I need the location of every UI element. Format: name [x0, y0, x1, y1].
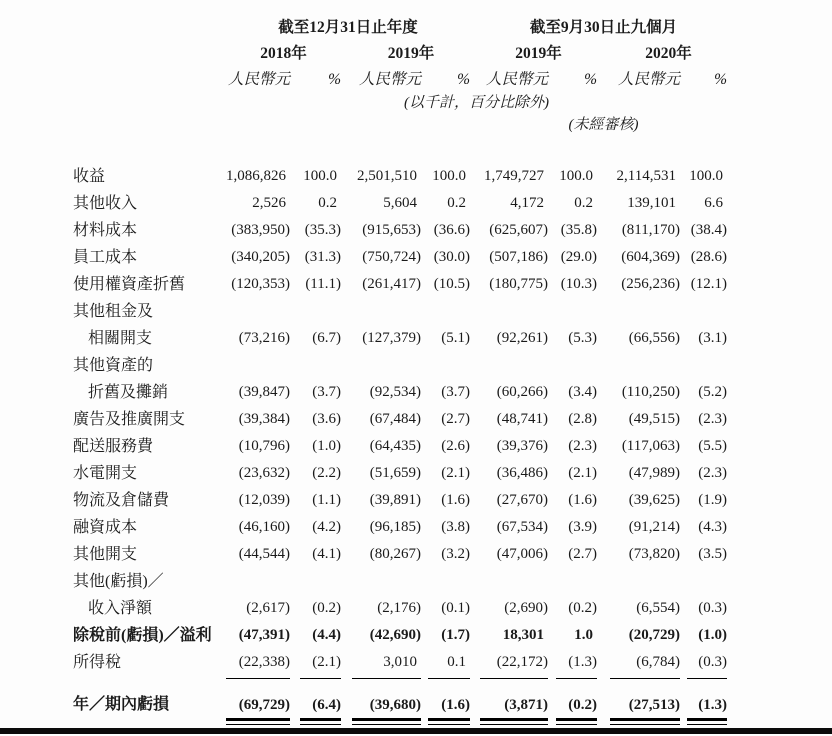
- table-cell: (39,384): [238, 411, 290, 427]
- table-cell: 100.0: [432, 168, 466, 184]
- table-cell: (6.7): [312, 330, 341, 346]
- table-cell: 1.0: [574, 627, 593, 643]
- table-cell: (22,338): [226, 649, 290, 676]
- table-cell: (0.2): [312, 600, 341, 616]
- table-cell: (2.6): [441, 438, 470, 454]
- table-row: [73, 163, 832, 190]
- table-cell: (39,625): [628, 492, 680, 508]
- table-cell: (2.1): [300, 649, 341, 676]
- table-cell: (0.2): [568, 600, 597, 616]
- table-cell: (39,891): [369, 492, 421, 508]
- percent-label: %: [584, 71, 597, 88]
- row-label: 其他(虧損)／: [73, 573, 164, 590]
- table-cell: (67,534): [496, 519, 548, 535]
- row-label: 除稅前(虧損)／溢利: [73, 627, 212, 644]
- table-row: [73, 595, 832, 622]
- table-cell: (110,250): [621, 384, 680, 400]
- table-row: [73, 298, 832, 325]
- year-header-row: [73, 41, 832, 67]
- table-cell: (39,847): [238, 384, 290, 400]
- table-cell: (3.6): [312, 411, 341, 427]
- table-cell: 5,604: [383, 195, 417, 211]
- table-cell: (3.1): [698, 330, 727, 346]
- table-cell: (6,554): [636, 600, 680, 616]
- percent-label: %: [457, 71, 470, 88]
- table-cell: 0.2: [318, 195, 337, 211]
- table-cell: (10.5): [433, 276, 470, 292]
- table-cell: (256,236): [621, 276, 680, 292]
- table-row: [73, 406, 832, 433]
- table-cell: (64,435): [369, 438, 421, 454]
- table-cell: (29.0): [560, 249, 597, 265]
- table-cell: (66,556): [628, 330, 680, 346]
- table-row: [73, 190, 832, 217]
- row-label: 其他租金及: [73, 303, 154, 320]
- table-cell: (1.0): [312, 438, 341, 454]
- row-label: 收益: [73, 168, 106, 185]
- table-cell: (180,775): [489, 276, 548, 292]
- table-cell: (1.6): [428, 696, 470, 714]
- table-cell: (4.1): [312, 546, 341, 562]
- table-cell: 18,301: [502, 627, 544, 643]
- table-cell: (46,160): [238, 519, 290, 535]
- table-cell: (35.3): [304, 222, 341, 238]
- table-cell: (5.3): [568, 330, 597, 346]
- percent-label: %: [714, 71, 727, 88]
- table-cell: 1,086,826: [226, 168, 286, 184]
- currency-label: 人民幣元: [485, 71, 548, 88]
- table-cell: (0.1): [441, 600, 470, 616]
- table-row: [73, 541, 832, 568]
- period-header-annual: 截至12月31日止年度: [278, 19, 418, 36]
- table-cell: (4.4): [312, 627, 341, 643]
- table-cell: (2,176): [377, 600, 421, 616]
- table-cell: 3,010: [352, 649, 421, 676]
- units-note: (以千計，百分比除外): [404, 95, 549, 111]
- table-cell: (3.8): [441, 519, 470, 535]
- table-cell: (0.3): [687, 649, 727, 676]
- table-cell: (39,376): [496, 438, 548, 454]
- table-cell: (23,632): [238, 465, 290, 481]
- row-label: 水電開支: [73, 465, 138, 482]
- units-note-row: [73, 93, 832, 113]
- row-label: 相關開支: [88, 330, 153, 347]
- table-row: [73, 379, 832, 406]
- table-cell: (604,369): [621, 249, 680, 265]
- table-cell: (1.3): [556, 649, 597, 676]
- row-label: 其他開支: [73, 546, 138, 563]
- table-row: [73, 514, 832, 541]
- table-cell: (4.2): [312, 519, 341, 535]
- table-cell: (3.5): [698, 546, 727, 562]
- table-cell: 139,101: [627, 195, 676, 211]
- unaudited-note: (未經審核): [568, 117, 639, 133]
- row-label: 其他收入: [73, 195, 138, 212]
- row-label: 其他資產的: [73, 357, 154, 374]
- table-cell: (117,063): [621, 438, 680, 454]
- table-row: [73, 271, 832, 298]
- table-cell: (30.0): [433, 249, 470, 265]
- table-cell: (1.0): [698, 627, 727, 643]
- table-cell: (3.7): [441, 384, 470, 400]
- row-label: 收入淨額: [88, 600, 153, 617]
- table-cell: (35.8): [560, 222, 597, 238]
- table-cell: (3.9): [568, 519, 597, 535]
- table-cell: (2,617): [246, 600, 290, 616]
- table-cell: (20,729): [628, 627, 680, 643]
- table-row: [73, 568, 832, 595]
- table-cell: (3.4): [568, 384, 597, 400]
- year-header-2020-interim: 2020年: [645, 45, 692, 62]
- table-cell: (340,205): [231, 249, 290, 265]
- table-cell: (507,186): [489, 249, 548, 265]
- table-cell: (49,515): [628, 411, 680, 427]
- table-cell: (36.6): [433, 222, 470, 238]
- currency-header-row: [73, 67, 832, 93]
- table-cell: (2.1): [441, 465, 470, 481]
- table-cell: (6,784): [610, 649, 680, 676]
- table-cell: 100.0: [559, 168, 593, 184]
- table-cell: (73,820): [628, 546, 680, 562]
- row-label: 材料成本: [73, 222, 138, 239]
- year-header-2018: 2018年: [260, 45, 307, 62]
- table-cell: 0.1: [428, 649, 470, 676]
- table-cell: (60,266): [496, 384, 548, 400]
- table-cell: (10.3): [560, 276, 597, 292]
- period-group-row: [73, 14, 832, 41]
- table-cell: (1.1): [312, 492, 341, 508]
- table-cell: (42,690): [369, 627, 421, 643]
- table-cell: (47,006): [496, 546, 548, 562]
- table-cell: (12.1): [690, 276, 727, 292]
- table-cell: (120,353): [231, 276, 290, 292]
- table-cell: (811,170): [621, 222, 680, 238]
- table-cell: (12,039): [238, 492, 290, 508]
- row-label: 融資成本: [73, 519, 138, 536]
- table-cell: (2.3): [698, 465, 727, 481]
- table-cell: (2.3): [698, 411, 727, 427]
- table-cell: (27,670): [496, 492, 548, 508]
- row-label: 折舊及攤銷: [88, 384, 169, 401]
- period-header-interim: 截至9月30日止九個月: [529, 19, 678, 36]
- table-cell: 1,749,727: [484, 168, 544, 184]
- table-cell: (1.3): [687, 696, 727, 714]
- table-cell: (69,729): [226, 696, 290, 714]
- table-cell: (27,513): [610, 696, 680, 714]
- table-cell: (38.4): [690, 222, 727, 238]
- table-cell: (47,391): [238, 627, 290, 643]
- table-cell: (44,544): [238, 546, 290, 562]
- table-cell: (96,185): [369, 519, 421, 535]
- table-cell: (92,261): [496, 330, 548, 346]
- table-cell: (1.7): [441, 627, 470, 643]
- table-cell: (2,690): [504, 600, 548, 616]
- row-label: 廣告及推廣開支: [73, 411, 186, 428]
- table-cell: 2,526: [252, 195, 286, 211]
- table-cell: (5.5): [698, 438, 727, 454]
- table-row: [73, 487, 832, 514]
- table-cell: (915,653): [362, 222, 421, 238]
- table-cell: (3,871): [480, 696, 548, 714]
- table-cell: (2.1): [568, 465, 597, 481]
- row-label: 年／期內虧損: [73, 696, 170, 713]
- table-cell: (51,659): [369, 465, 421, 481]
- table-row: [73, 325, 832, 352]
- row-label: 物流及倉儲費: [73, 492, 170, 509]
- table-cell: (36,486): [496, 465, 548, 481]
- table-row: [73, 460, 832, 487]
- income-statement-table: [73, 163, 832, 714]
- table-cell: (67,484): [369, 411, 421, 427]
- table-cell: (28.6): [690, 249, 727, 265]
- table-cell: (127,379): [362, 330, 421, 346]
- table-cell: (0.3): [698, 600, 727, 616]
- table-cell: (10,796): [238, 438, 290, 454]
- table-cell: (1.9): [698, 492, 727, 508]
- table-row: [73, 622, 832, 649]
- table-cell: (39,680): [352, 696, 421, 714]
- percent-label: %: [328, 71, 341, 88]
- table-cell: 0.2: [447, 195, 466, 211]
- table-cell: (22,172): [480, 649, 548, 676]
- table-cell: 2,114,531: [616, 168, 676, 184]
- table-cell: (5.2): [698, 384, 727, 400]
- row-label: 配送服務費: [73, 438, 154, 455]
- table-cell: (750,724): [362, 249, 421, 265]
- table-cell: 6.6: [704, 195, 723, 211]
- table-cell: (11.1): [305, 276, 341, 292]
- table-cell: (2.7): [568, 546, 597, 562]
- table-cell: (1.6): [568, 492, 597, 508]
- table-cell: (2.8): [568, 411, 597, 427]
- table-cell: 100.0: [689, 168, 723, 184]
- table-header: [73, 14, 832, 137]
- table-row: [73, 649, 832, 676]
- table-row: [73, 217, 832, 244]
- table-cell: 100.0: [303, 168, 337, 184]
- table-cell: (4.3): [698, 519, 727, 535]
- year-header-2019-interim: 2019年: [515, 45, 562, 62]
- unaudited-note-row: [73, 113, 832, 137]
- table-cell: (47,989): [628, 465, 680, 481]
- table-cell: (2.2): [312, 465, 341, 481]
- table-cell: (31.3): [304, 249, 341, 265]
- table-cell: (625,607): [489, 222, 548, 238]
- table-cell: (3.7): [312, 384, 341, 400]
- table-cell: (6.4): [300, 696, 341, 714]
- table-cell: (80,267): [369, 546, 421, 562]
- row-label: 使用權資產折舊: [73, 276, 186, 293]
- table-row: [73, 696, 832, 714]
- table-cell: (3.2): [441, 546, 470, 562]
- year-header-2019: 2019年: [387, 45, 435, 62]
- table-cell: (2.3): [568, 438, 597, 454]
- table-cell: 0.2: [574, 195, 593, 211]
- currency-label: 人民幣元: [617, 71, 680, 88]
- table-cell: (92,534): [369, 384, 421, 400]
- table-cell: (1.6): [441, 492, 470, 508]
- row-label: 所得稅: [73, 654, 122, 671]
- table-row: [73, 244, 832, 271]
- table-cell: (91,214): [628, 519, 680, 535]
- table-row: [73, 433, 832, 460]
- page-bottom-rule: [0, 728, 832, 734]
- table-cell: (383,950): [231, 222, 290, 238]
- currency-label: 人民幣元: [227, 71, 290, 88]
- table-row: [73, 352, 832, 379]
- table-cell: (5.1): [441, 330, 470, 346]
- table-cell: 2,501,510: [357, 168, 417, 184]
- row-label: 員工成本: [73, 249, 138, 266]
- table-cell: (261,417): [362, 276, 421, 292]
- table-cell: (2.7): [441, 411, 470, 427]
- table-cell: (73,216): [238, 330, 290, 346]
- table-cell: (0.2): [556, 696, 597, 714]
- table-cell: (48,741): [496, 411, 548, 427]
- table-cell: 4,172: [510, 195, 544, 211]
- currency-label: 人民幣元: [358, 71, 421, 88]
